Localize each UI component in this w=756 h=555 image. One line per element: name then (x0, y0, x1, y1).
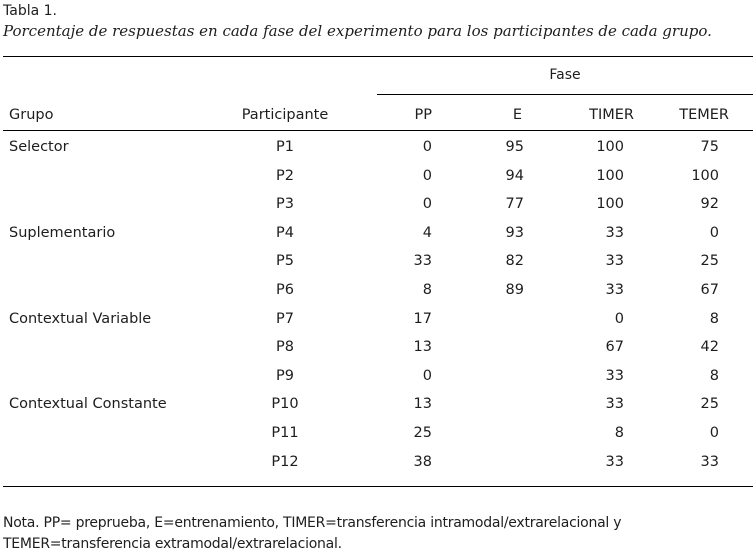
cell-e: 94 (505, 167, 524, 184)
cell-temer: 25 (700, 253, 719, 270)
col-header-temer: TEMER (679, 107, 729, 123)
bottom-rule (3, 486, 753, 487)
cell-participante: P11 (271, 425, 299, 441)
cell-timer: 100 (596, 167, 624, 184)
cell-e: 93 (505, 224, 524, 241)
cell-pp: 0 (422, 367, 432, 384)
cell-e: 89 (505, 282, 524, 298)
cell-pp: 38 (413, 453, 432, 470)
cell-pp: 0 (422, 167, 432, 184)
cell-timer: 33 (605, 453, 624, 470)
cell-timer: 100 (596, 139, 624, 155)
cell-temer: 8 (709, 310, 719, 327)
cell-participante: P7 (276, 310, 294, 327)
col-header-e: E (512, 107, 522, 123)
cell-participante: P10 (271, 396, 299, 413)
cell-timer: 33 (605, 282, 624, 298)
cell-temer: 75 (700, 139, 719, 155)
cell-e: 77 (505, 196, 524, 213)
cell-pp: 8 (422, 282, 432, 298)
cell-temer: 100 (691, 167, 719, 184)
cell-pp: 13 (413, 339, 432, 356)
cell-timer: 33 (605, 224, 624, 241)
table-note: Nota. PP= preprueba, E=entrenamiento, TIMER=transferencia intramodal/extrarelacional y TEMER=transferencia extramodal/extrarelacional. (3, 515, 622, 552)
top-rule (3, 56, 753, 57)
col-header-pp: PP (414, 107, 432, 123)
cell-grupo: Contextual Constante (9, 396, 167, 413)
cell-e: 82 (505, 253, 524, 270)
cell-pp: 25 (413, 425, 432, 441)
cell-participante: P9 (276, 367, 294, 384)
cell-temer: 0 (709, 224, 719, 241)
cell-timer: 8 (614, 425, 624, 441)
fase-header: Fase (549, 67, 581, 83)
cell-timer: 67 (605, 339, 624, 356)
fase-rule (377, 94, 753, 95)
cell-participante: P6 (276, 282, 294, 298)
col-header-grupo: Grupo (9, 107, 54, 123)
cell-timer: 33 (605, 396, 624, 413)
cell-temer: 8 (709, 367, 719, 384)
cell-e: 95 (505, 139, 524, 155)
cell-pp: 17 (413, 310, 432, 327)
cell-participante: P3 (276, 196, 294, 213)
cell-participante: P5 (276, 253, 294, 270)
cell-timer: 0 (614, 310, 624, 327)
table-caption (3, 2, 753, 42)
cell-pp: 0 (422, 139, 432, 155)
cell-participante: P12 (271, 453, 299, 470)
cell-timer: 33 (605, 367, 624, 384)
col-header-timer: TIMER (589, 107, 634, 123)
cell-participante: P1 (276, 139, 294, 155)
cell-temer: 0 (709, 425, 719, 441)
cell-temer: 33 (700, 453, 719, 470)
cell-temer: 67 (700, 282, 719, 298)
col-header-participante: Participante (241, 107, 329, 123)
cell-participante: P4 (276, 224, 294, 241)
table-label: Tabla 1. (3, 3, 57, 19)
table-title: Porcentaje de respuestas en cada fase del experimento para los participantes de cada grupo. (3, 22, 712, 40)
cell-pp: 13 (413, 396, 432, 413)
cell-pp: 0 (422, 196, 432, 213)
cell-timer: 33 (605, 253, 624, 270)
cell-grupo: Suplementario (9, 224, 116, 241)
cell-temer: 42 (700, 339, 719, 356)
cell-pp: 4 (422, 224, 432, 241)
cell-temer: 25 (700, 396, 719, 413)
cell-participante: P2 (276, 167, 294, 184)
header-bottom-rule (3, 130, 753, 131)
cell-grupo: Selector (9, 139, 69, 155)
cell-participante: P8 (276, 339, 294, 356)
cell-temer: 92 (700, 196, 719, 213)
cell-grupo: Contextual Variable (9, 310, 152, 327)
cell-pp: 33 (413, 253, 432, 270)
cell-timer: 100 (596, 196, 624, 213)
